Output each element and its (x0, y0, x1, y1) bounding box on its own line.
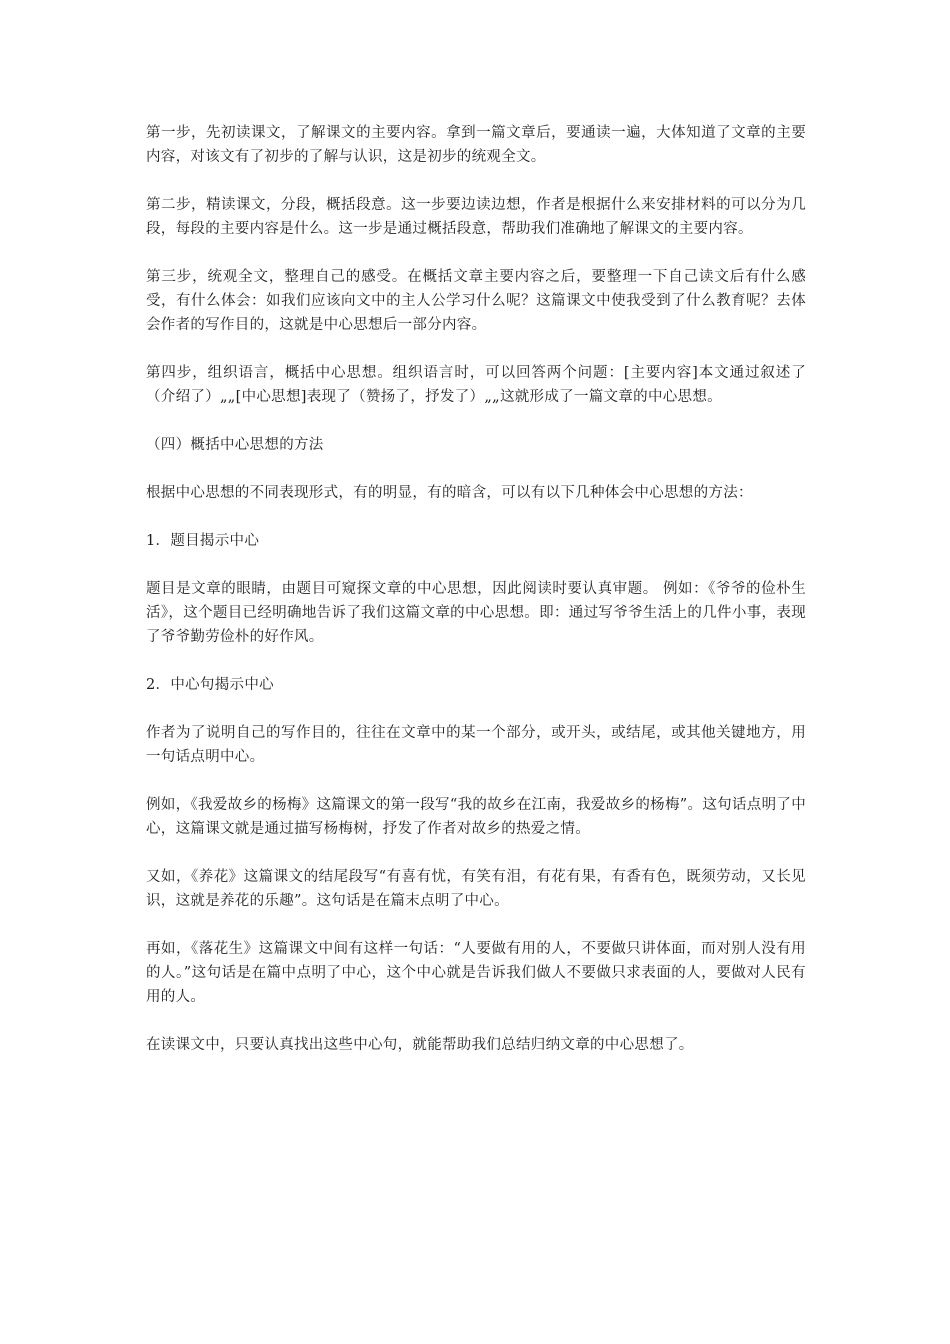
paragraph-example-yanghua: 又如，《养花》这篇课文的结尾段写“有喜有忧，有笑有泪，有花有果，有香有色，既须劳动，又长见识，这就是养花的乐趣”。这句话是在篇末点明了中心。 (146, 869, 806, 909)
paragraph-step-three: 第三步，统观全文，整理自己的感受。在概括文章主要内容之后，要整理一下自己读文后有什么感受，有什么体会：如我们应该向文中的主人公学习什么呢？这篇课文中使我受到了什么教育呢？去体会作者的写作目的，这就是中心思想后一部分内容。 (146, 269, 806, 333)
paragraph-step-four: 第四步，组织语言，概括中心思想。组织语言时，可以回答两个问题：[主要内容]本文通过叙述了（介绍了）„„[中心思想]表现了（赞扬了，抒发了）„„这就形成了一篇文章的中心思想。 (146, 365, 806, 405)
paragraph-example-luohuasheng: 再如，《落花生》这篇课文中间有这样一句话：“人要做有用的人，不要做只讲体面，而对别人没有用的人。”这句话是在篇中点明了中心，这个中心就是告诉我们做人不要做只求表面的人，要做对人民有用的人。 (146, 941, 806, 1005)
section-heading-methods: （四）概括中心思想的方法 (146, 437, 324, 453)
paragraph-title-example: 题目是文章的眼睛，由题目可窥探文章的中心思想，因此阅读时要认真审题。 例如：《爷爷的俭朴生活》，这个题目已经明确地告诉了我们这篇文章的中心思想。即：通过写爷爷生活上的几件小事，表现了爷爷勤劳俭朴的好作风。 (146, 581, 806, 645)
subheading-central-sentence: 2．中心句揭示中心 (146, 677, 274, 693)
paragraph-step-one: 第一步，先初读课文，了解课文的主要内容。拿到一篇文章后，要通读一遍，大体知道了文章的主要内容，对该文有了初步的了解与认识，这是初步的统观全文。 (146, 125, 806, 165)
paragraph-conclusion: 在读课文中，只要认真找出这些中心句，就能帮助我们总结归纳文章的中心思想了。 (146, 1037, 694, 1053)
paragraph-example-yangmei: 例如，《我爱故乡的杨梅》这篇课文的第一段写“我的故乡在江南，我爱故乡的杨梅”。这句话点明了中心，这篇课文就是通过描写杨梅树，抒发了作者对故乡的热爱之情。 (146, 797, 806, 837)
paragraph-central-sentence-intro: 作者为了说明自己的写作目的，往往在文章中的某一个部分，或开头，或结尾，或其他关键地方，用一句话点明中心。 (146, 725, 806, 765)
paragraph-step-two: 第二步，精读课文，分段，概括段意。这一步要边读边想，作者是根据什么来安排材料的可以分为几段，每段的主要内容是什么。这一步是通过概括段意，帮助我们准确地了解课文的主要内容。 (146, 197, 806, 237)
paragraph-methods-intro: 根据中心思想的不同表现形式，有的明显，有的暗含，可以有以下几种体会中心思想的方法： (146, 485, 753, 501)
subheading-title-reveals-center: 1．题目揭示中心 (146, 533, 260, 549)
document-page (146, 121, 806, 1081)
